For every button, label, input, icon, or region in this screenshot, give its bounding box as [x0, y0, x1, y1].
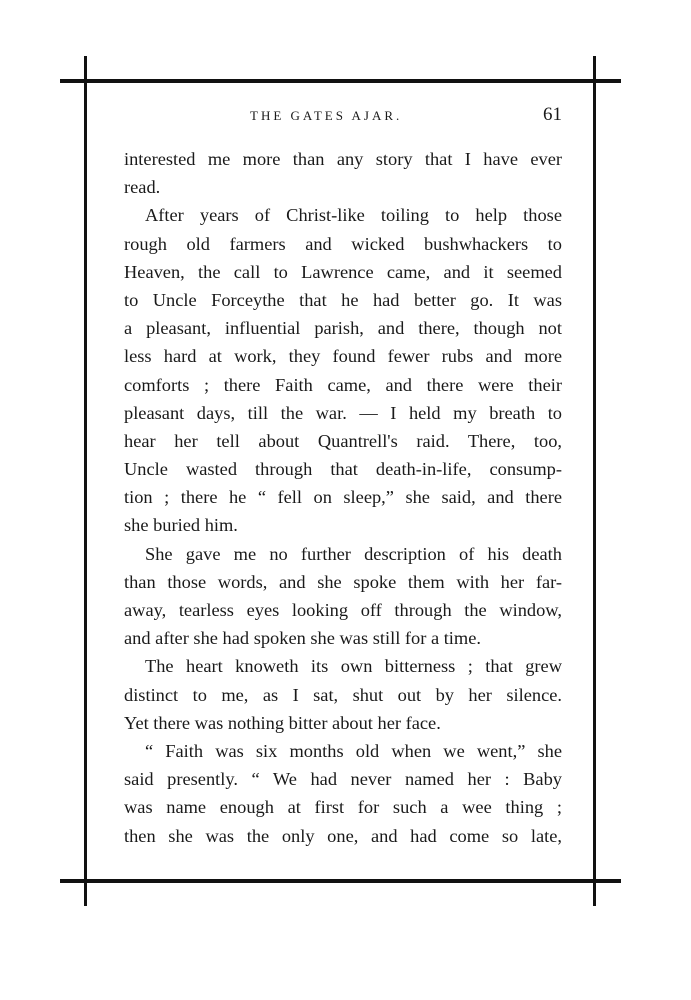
text-line: tion ; there he “ fell on sleep,” she said, and there: [124, 487, 562, 508]
text-line: comforts ; there Faith came, and there were their: [124, 374, 562, 395]
text-line: away, tearless eyes looking off through the window,: [124, 600, 562, 620]
text-line: distinct to me, as I sat, shut out by her silence.: [124, 684, 562, 705]
text-line: to Uncle Forceythe that he had better go. It was: [124, 289, 562, 310]
text-line: “ Faith was six months old when we went,” she: [145, 740, 562, 761]
left-border-rule: [84, 56, 87, 906]
text-line: Yet there was nothing bitter about her face.: [124, 712, 441, 733]
text-line: a pleasant, influential parish, and there, though not: [124, 318, 562, 339]
text-line: Heaven, the call to Lawrence came, and it seemed: [124, 261, 562, 282]
running-head: [120, 104, 562, 128]
top-border-rule: [60, 79, 621, 83]
text-line: was name enough at first for such a wee thing ;: [124, 797, 562, 818]
text-line: After years of Christ-like toiling to help those: [145, 205, 562, 226]
text-line: then she was the only one, and had come so late,: [124, 825, 562, 846]
text-line: and after she had spoken she was still for a time.: [124, 628, 481, 649]
page-number: 61: [543, 104, 562, 125]
text-line: The heart knoweth its own bitterness ; that grew: [145, 656, 562, 677]
bottom-border-rule: [60, 879, 621, 883]
text-line: She gave me no further description of his death: [145, 543, 562, 564]
right-border-rule: [593, 56, 596, 906]
text-line: pleasant days, till the war. — I held my breath to: [124, 402, 562, 423]
text-line: she buried him.: [124, 515, 238, 536]
text-line: hear her tell about Quantrell's raid. There, too,: [124, 430, 562, 451]
text-line: interested me more than any story that I have ever: [124, 149, 562, 169]
text-line: read.: [124, 177, 161, 198]
text-line: than those words, and she spoke them with her far-: [124, 571, 562, 592]
text-line: Uncle wasted through that death-in-life, consump-: [124, 459, 562, 480]
text-line: said presently. “ We had never named her : Baby: [124, 769, 562, 790]
body-text: [124, 145, 562, 850]
running-title: THE GATES AJAR.: [250, 108, 403, 123]
text-line: less hard at work, they found fewer rubs and more: [124, 346, 562, 367]
text-line: rough old farmers and wicked bushwhackers to: [124, 233, 562, 254]
